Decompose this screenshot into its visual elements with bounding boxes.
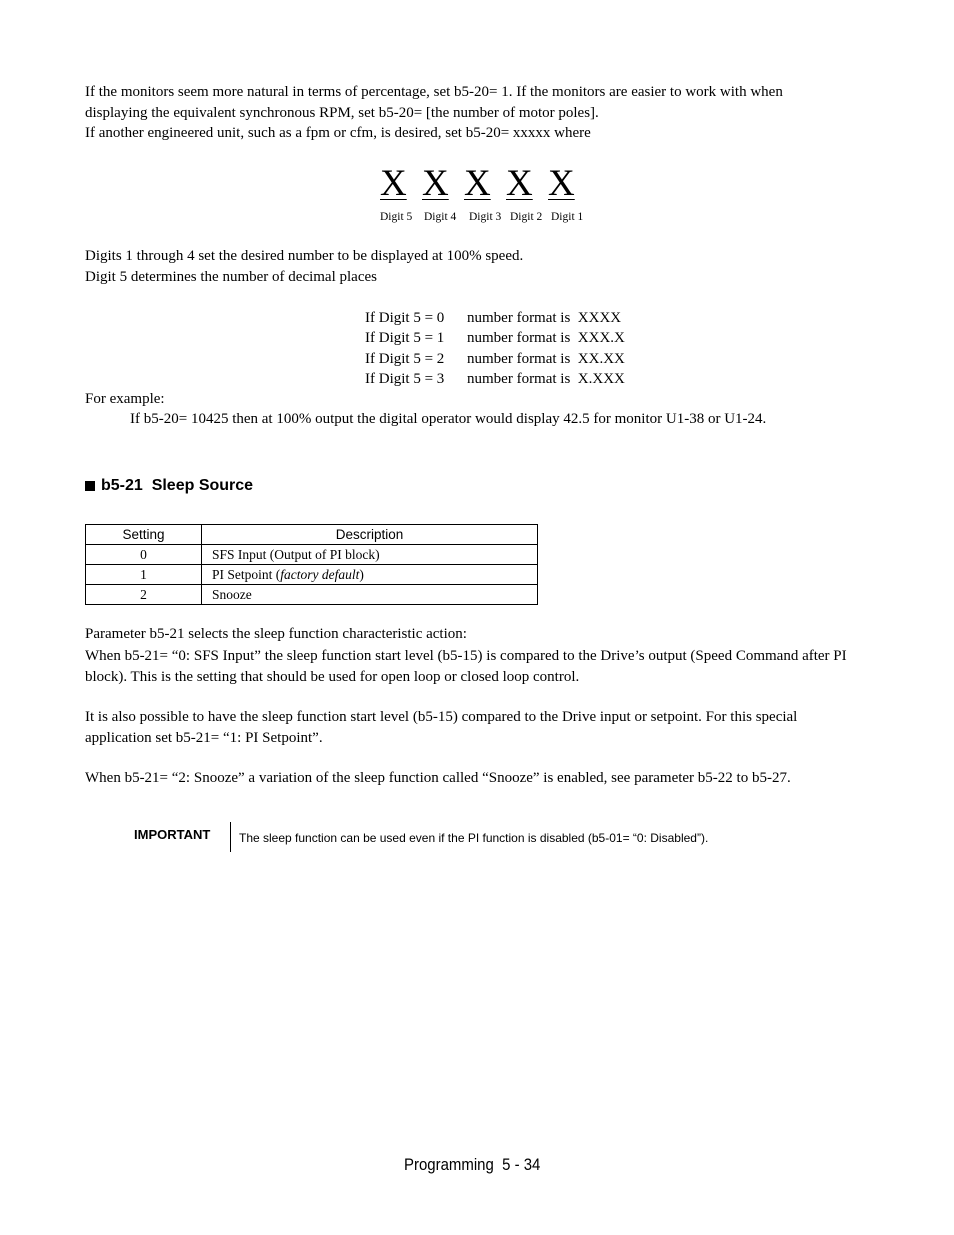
format-value: number format is XXXX <box>467 310 622 326</box>
format-value: number format is X.XXX <box>467 371 625 388</box>
body-paragraph-1: Parameter b5-21 selects the sleep function characteristic action: <box>85 626 467 642</box>
header-setting: Setting <box>86 525 202 545</box>
digit-4-glyph: X <box>422 163 449 204</box>
digits-line-2: Digit 5 determines the number of decimal places <box>85 268 377 285</box>
description-cell: SFS Input (Output of PI block) <box>202 545 538 565</box>
section-heading <box>85 477 253 495</box>
digit-3-glyph: X <box>464 163 491 204</box>
table-row <box>86 545 538 565</box>
important-divider <box>230 822 231 852</box>
description-cell: Snooze <box>202 585 538 605</box>
table-row <box>86 565 538 585</box>
format-row <box>365 369 625 389</box>
digits-line-1: Digits 1 through 4 set the desired number to be displayed at 100% speed. <box>85 248 524 264</box>
body-paragraph-4: When b5-21= “2: Snooze” a variation of the sleep function called “Snooze” is enabled, see parameter b5-22 to b5-27. <box>85 770 791 786</box>
body-p3-line-1: It is also possible to have the sleep function start level (b5-15) compared to the Drive input or setpoint. For this special <box>85 709 798 725</box>
digit-3-label: Digit 3 <box>469 211 502 223</box>
format-condition: If Digit 5 = 3 <box>365 371 445 388</box>
format-row <box>365 308 625 328</box>
important-note <box>134 822 708 852</box>
table-row <box>86 585 538 605</box>
settings-table <box>85 524 538 605</box>
format-value: number format is XXX.X <box>467 330 625 347</box>
setting-cell: 2 <box>86 585 202 605</box>
digit-5-glyph: X <box>380 163 407 204</box>
section-title: b5-21 Sleep Source <box>101 477 254 494</box>
format-condition: If Digit 5 = 1 <box>365 330 445 347</box>
body-p2-line-1: When b5-21= “0: SFS Input” the sleep function start level (b5-15) is compared to the Drive’s output (Speed Command after PI <box>85 648 847 664</box>
example-label: For example: <box>85 391 165 407</box>
example-text: If b5-20= 10425 then at 100% output the digital operator would display 42.5 for monitor U1-38 or U1-24. <box>130 411 767 427</box>
table-header-row <box>86 525 538 545</box>
description-cell <box>202 565 538 585</box>
digit-5-label: Digit 5 <box>380 211 413 223</box>
intro-line-1: If the monitors seem more natural in terms of percentage, set b5-20= 1. If the monitors are easier to work with when <box>85 84 783 100</box>
description-text: PI Setpoint ( <box>212 566 281 582</box>
digits-explanation <box>85 246 523 287</box>
format-row <box>365 349 625 369</box>
format-row <box>365 328 625 348</box>
factory-default-note: factory default <box>280 566 360 582</box>
format-list <box>365 308 625 390</box>
format-condition: If Digit 5 = 2 <box>365 350 445 367</box>
body-p3-line-2: application set b5-21= “1: PI Setpoint”. <box>85 729 323 746</box>
page-footer: Programming 5 - 34 <box>404 1155 541 1174</box>
digit-2-label: Digit 2 <box>510 211 543 223</box>
intro-paragraph <box>85 82 783 144</box>
format-condition: If Digit 5 = 0 <box>365 310 445 326</box>
digit-4-label: Digit 4 <box>424 211 457 223</box>
setting-cell: 0 <box>86 545 202 565</box>
intro-line-3: If another engineered unit, such as a fpm or cfm, is desired, set b5-20= xxxxx where <box>85 125 591 141</box>
body-paragraph-2 <box>85 646 847 687</box>
digit-2-glyph: X <box>506 163 533 204</box>
bullet-square-icon <box>85 481 95 491</box>
body-paragraph-3 <box>85 707 797 748</box>
description-tail: ) <box>359 566 364 582</box>
intro-line-2: displaying the equivalent synchronous RPM, set b5-20= [the number of motor poles]. <box>85 104 599 121</box>
digit-1-label: Digit 1 <box>551 211 584 223</box>
body-p2-line-2: block). This is the setting that should be used for open loop or closed loop control. <box>85 668 580 685</box>
important-label: IMPORTANT <box>134 827 211 842</box>
important-text: The sleep function can be used even if the PI function is disabled (b5-01= “0: Disabled”). <box>239 831 709 845</box>
setting-cell: 1 <box>86 565 202 585</box>
format-value: number format is XX.XX <box>467 350 625 367</box>
header-description: Description <box>202 525 538 545</box>
digit-1-glyph: X <box>548 163 575 204</box>
